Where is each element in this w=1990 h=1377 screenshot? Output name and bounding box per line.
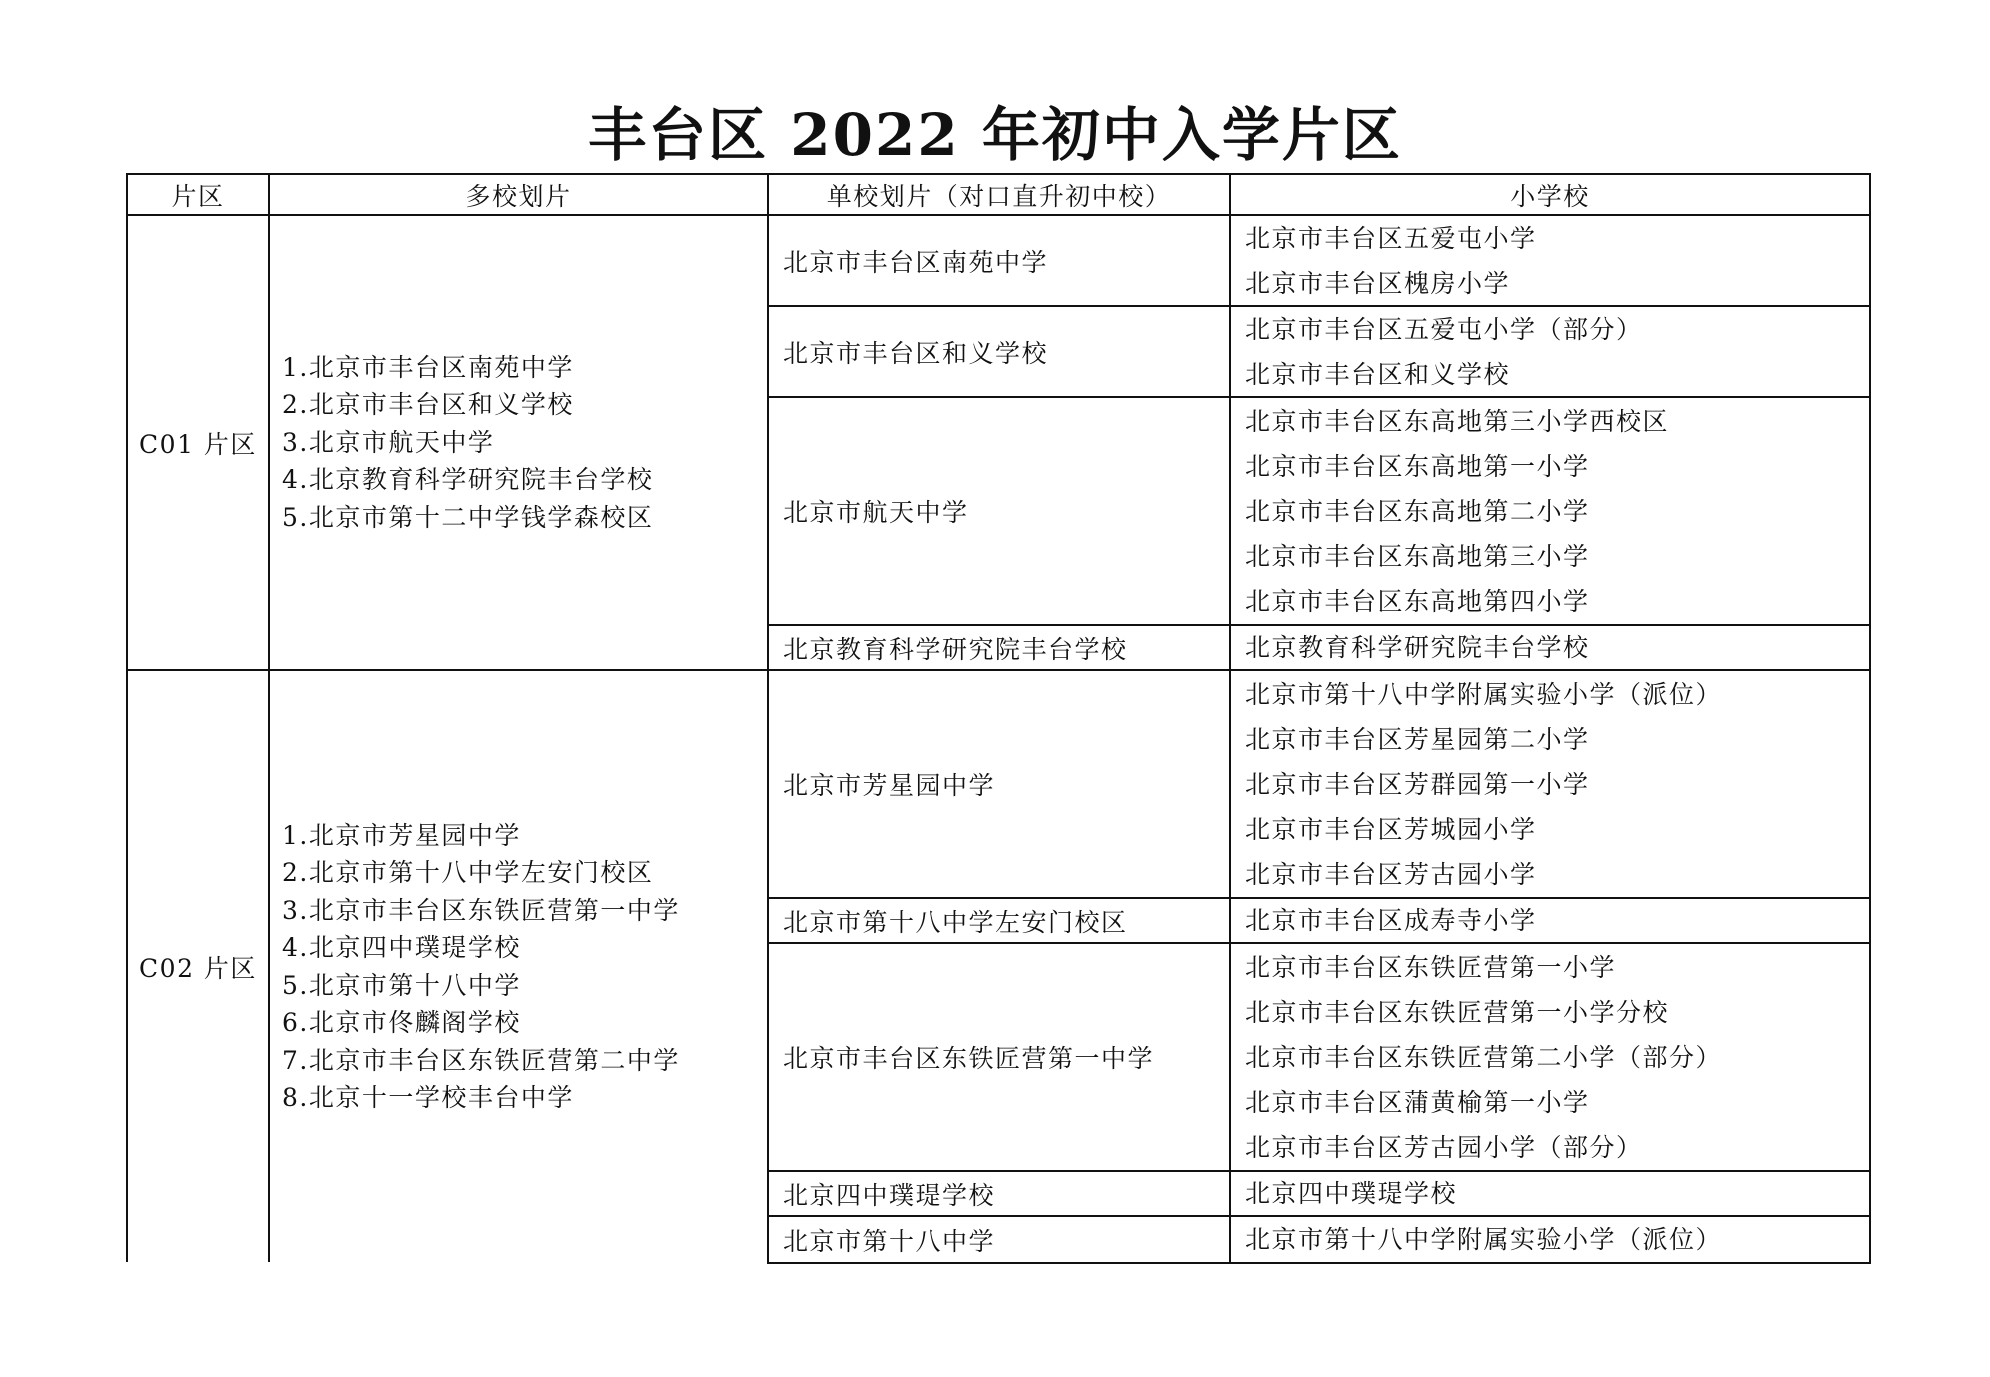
list-item: 北京市丰台区东高地第二小学 [1245, 496, 1590, 526]
list-item: 4.北京教育科学研究院丰台学校 [282, 465, 654, 495]
multi-school-list [270, 216, 767, 669]
list-item: 北京市丰台区东高地第四小学 [1245, 586, 1590, 616]
list-item: 北京市丰台区东高地第三小学 [1245, 541, 1590, 571]
district-name: C02 片区 [139, 953, 257, 983]
middle-school: 北京教育科学研究院丰台学校 [783, 634, 1128, 664]
list-item: 2.北京市第十八中学左安门校区 [282, 858, 654, 887]
list-item: 北京市丰台区东高地第三小学西校区 [1245, 406, 1670, 436]
list-item: 7.北京市丰台区东铁匠营第二中学 [282, 1045, 680, 1075]
list-item: 4.北京四中璞瑅学校 [282, 933, 521, 962]
page-title: 丰台区 2022 年初中入学片区 [588, 101, 1402, 169]
primary-school-list [1231, 626, 1869, 669]
list-item: 北京市丰台区东铁匠营第一小学 [1245, 952, 1617, 982]
list-item: 北京市第十八中学附属实验小学（派位） [1245, 679, 1723, 709]
primary-school-list [1231, 944, 1869, 1170]
middle-school: 北京市第十八中学 [783, 1226, 996, 1256]
list-item: 北京四中璞瑅学校 [1245, 1179, 1458, 1208]
primary-school-list [1231, 1172, 1869, 1215]
header-primary-school: 小学校 [1510, 181, 1590, 211]
list-item: 北京市丰台区东高地第一小学 [1245, 451, 1590, 481]
list-item: 北京市丰台区芳星园第二小学 [1245, 724, 1590, 754]
middle-school: 北京市丰台区东铁匠营第一中学 [783, 1044, 1155, 1073]
middle-school: 北京市芳星园中学 [783, 771, 996, 800]
middle-school: 北京市航天中学 [783, 498, 969, 527]
list-item: 北京市丰台区槐房小学 [1245, 268, 1511, 298]
list-item: 北京市丰台区五爱屯小学 [1245, 223, 1537, 253]
header-single-school: 单校划片（对口直升初中校） [826, 181, 1172, 211]
list-item: 北京市丰台区芳群园第一小学 [1245, 769, 1590, 799]
list-item: 6.北京市佟麟阁学校 [282, 1008, 521, 1037]
header-multi-school: 多校划片 [465, 181, 572, 211]
list-item: 北京市第十八中学附属实验小学（派位） [1245, 1225, 1723, 1254]
list-item: 北京市丰台区东铁匠营第一小学分校 [1245, 997, 1670, 1027]
middle-school: 北京四中璞瑅学校 [783, 1180, 996, 1210]
list-item: 北京市丰台区和义学校 [1245, 359, 1511, 389]
middle-school: 北京市第十八中学左安门校区 [783, 907, 1128, 937]
list-item: 北京教育科学研究院丰台学校 [1245, 633, 1590, 662]
list-item: 8.北京十一学校丰台中学 [282, 1083, 574, 1112]
primary-school-list [1231, 899, 1869, 942]
middle-school: 北京市丰台区南苑中学 [783, 247, 1049, 277]
list-item: 1.北京市芳星园中学 [282, 820, 521, 850]
list-item: 北京市丰台区芳城园小学 [1245, 814, 1537, 844]
list-item: 北京市丰台区芳古园小学（部分） [1245, 1132, 1643, 1162]
list-item: 北京市丰台区成寿寺小学 [1245, 906, 1537, 935]
header-district: 片区 [171, 181, 225, 211]
list-item: 5.北京市第十二中学钱学森校区 [282, 502, 654, 532]
list-item: 5.北京市第十八中学 [282, 970, 521, 1000]
primary-school-list [1231, 398, 1869, 624]
district-name: C01 片区 [139, 429, 257, 459]
multi-school-list [270, 671, 767, 1262]
list-item: 2.北京市丰台区和义学校 [282, 390, 574, 420]
list-item: 3.北京市丰台区东铁匠营第一中学 [282, 895, 680, 925]
list-item: 北京市丰台区东铁匠营第二小学（部分） [1245, 1042, 1723, 1072]
primary-school-list [1231, 307, 1869, 396]
middle-school: 北京市丰台区和义学校 [783, 338, 1049, 368]
primary-school-list [1231, 216, 1869, 305]
list-item: 北京市丰台区蒲黄榆第一小学 [1245, 1087, 1590, 1117]
list-item: 3.北京市航天中学 [282, 427, 495, 457]
list-item: 北京市丰台区五爱屯小学（部分） [1245, 314, 1643, 344]
list-item: 北京市丰台区芳古园小学 [1245, 859, 1537, 889]
list-item: 1.北京市丰台区南苑中学 [282, 352, 574, 382]
primary-school-list [1231, 671, 1869, 897]
primary-school-list [1231, 1217, 1869, 1262]
